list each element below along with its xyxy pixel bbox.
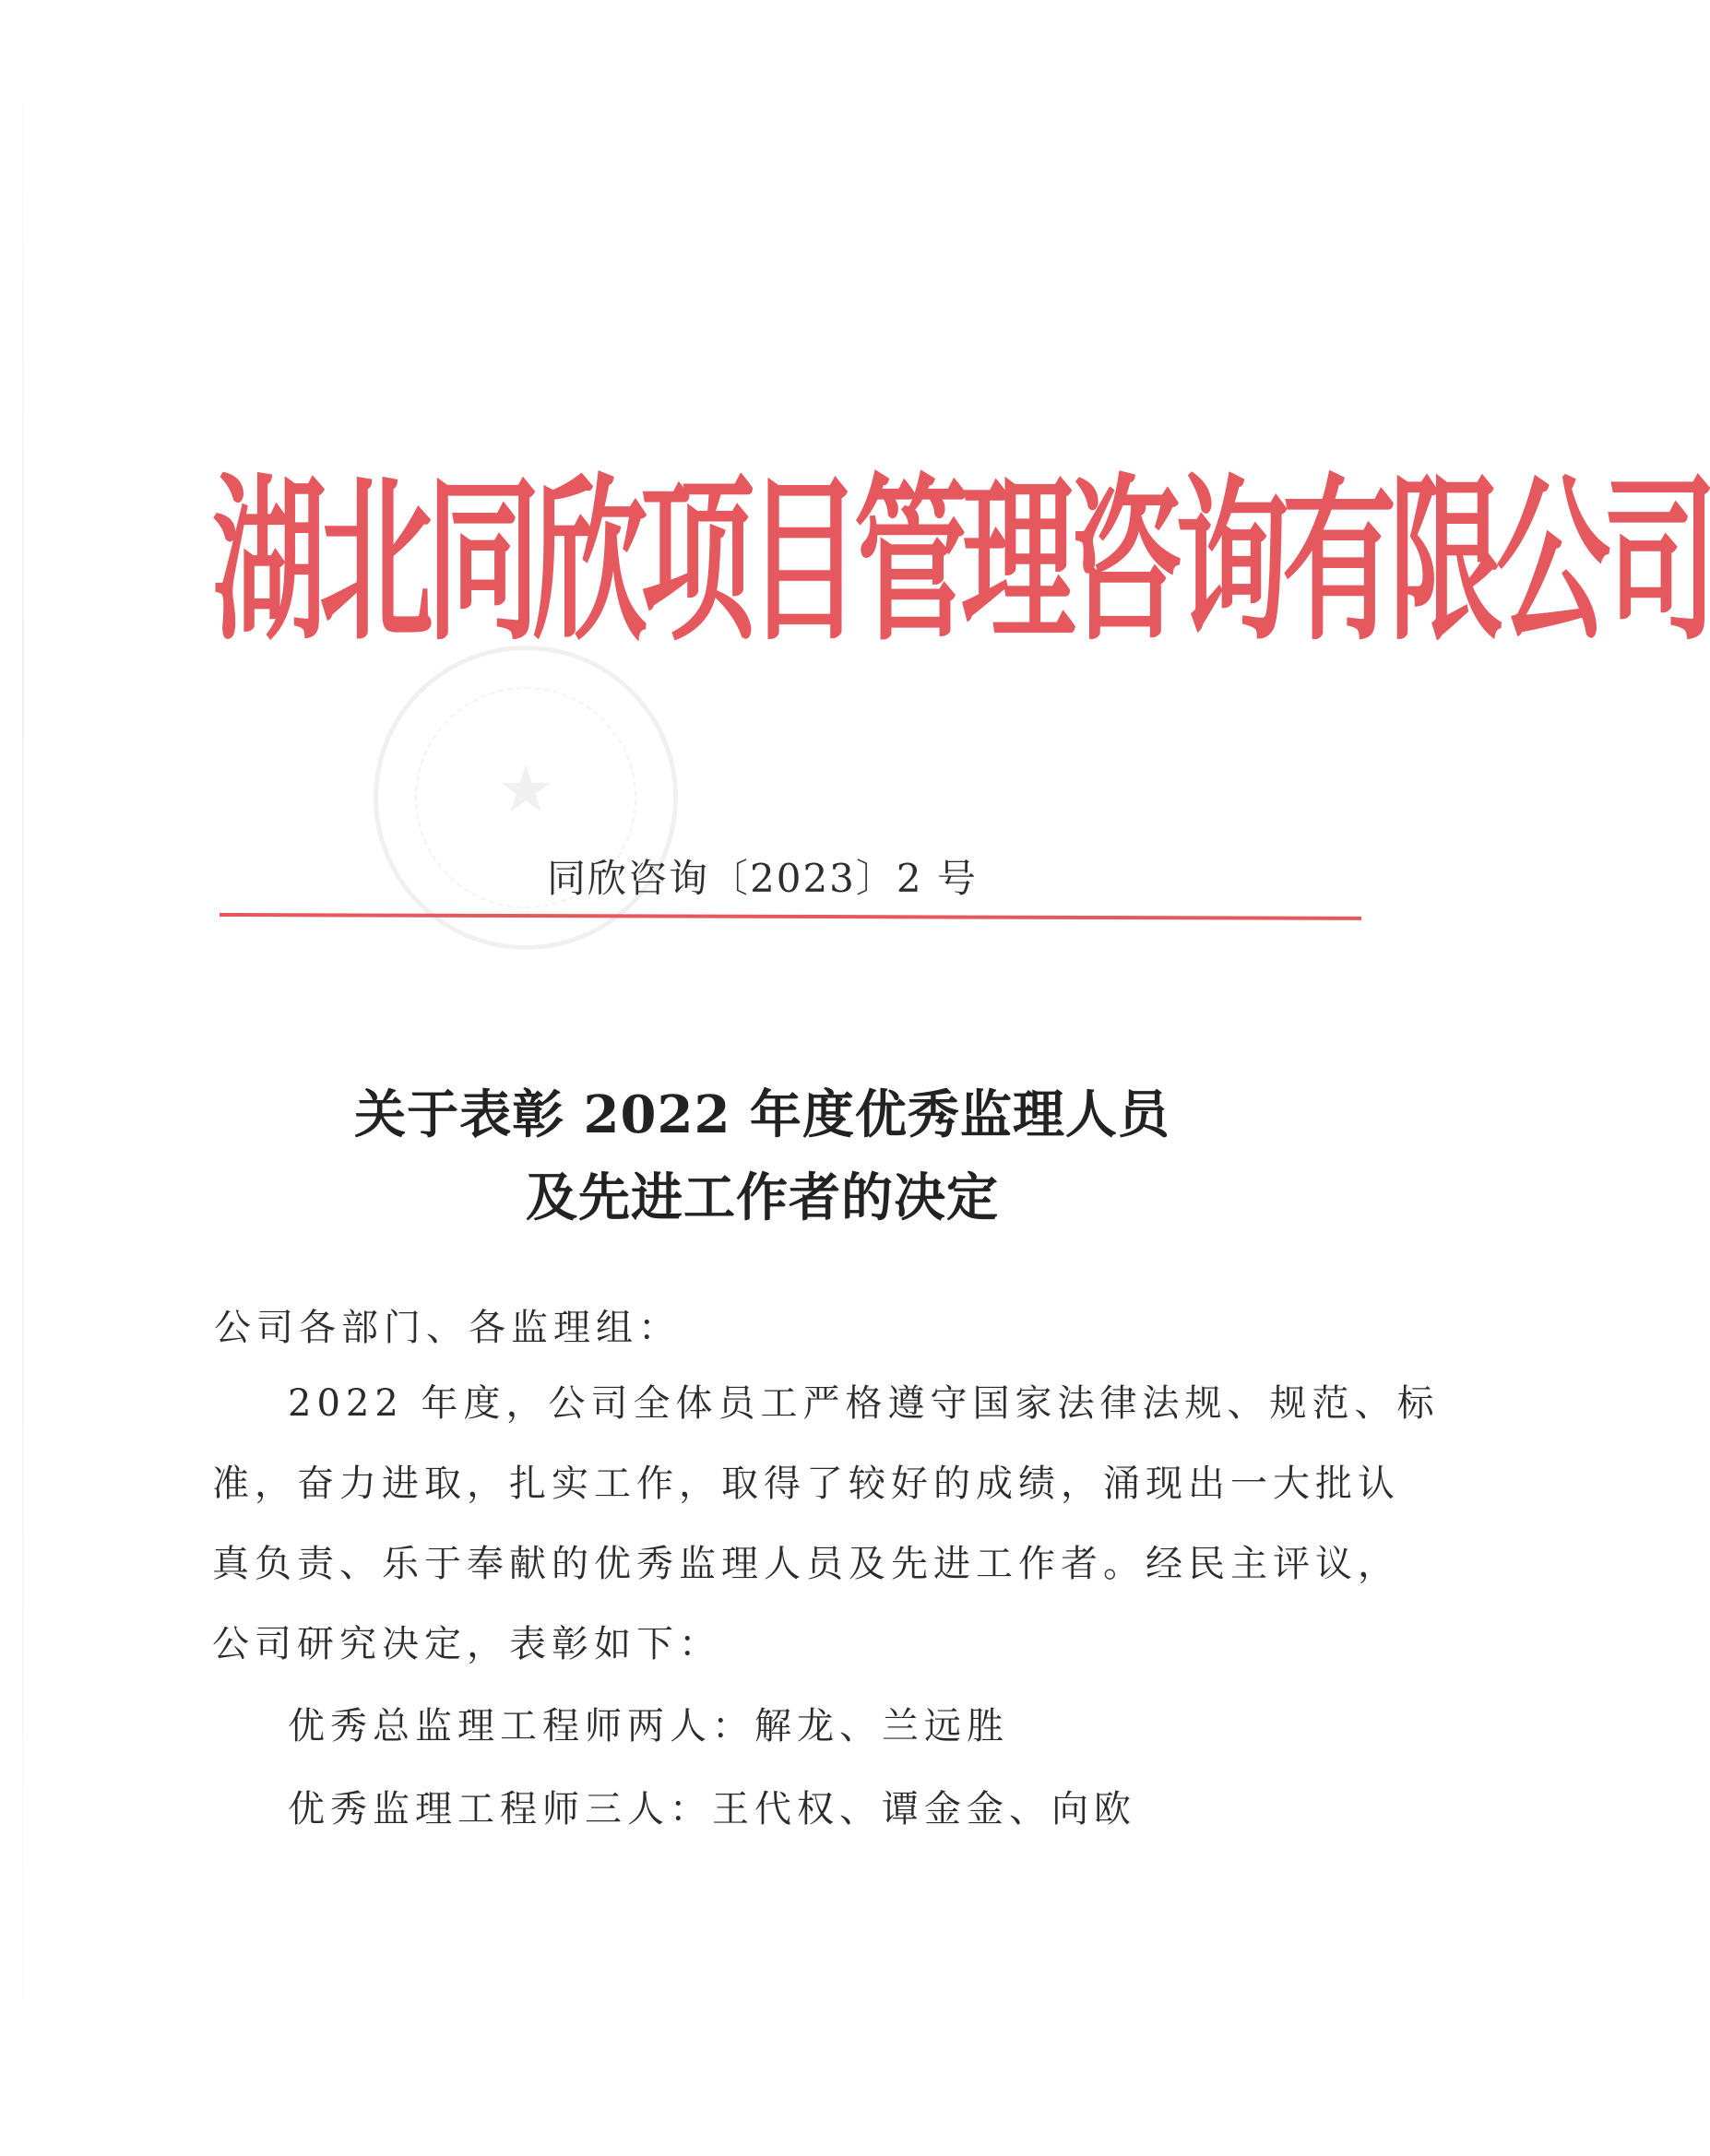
- official-seal-icon: [374, 646, 678, 950]
- salutation: 公司各部门、各监理组：: [214, 1307, 681, 1349]
- document-title-line-2: 及先进工作者的决定: [526, 1167, 999, 1228]
- document-number: 同欣咨询〔2023〕2 号: [547, 856, 978, 901]
- organization-masthead: 湖北同欣项目管理咨询有限公司: [212, 459, 1710, 666]
- body-line: 真负责、乐于奉献的优秀监理人员及先进工作者。经民主评议，: [212, 1543, 1400, 1585]
- seal-star-icon: ★: [496, 752, 555, 827]
- award-line-chief-supervisors: 优秀总监理工程师两人：解龙、兰远胜: [288, 1705, 1009, 1747]
- award-line-supervisors: 优秀监理工程师三人：王代权、谭金金、向欧: [288, 1788, 1136, 1830]
- red-separator-rule: [220, 913, 1361, 920]
- body-line: 公司研究决定，表彰如下：: [212, 1623, 721, 1665]
- document-title-line-1: 关于表彰 2022 年度优秀监理人员: [354, 1084, 1170, 1145]
- body-line: 准，奋力进取，扎实工作，取得了较好的成绩，涌现出一大批认: [212, 1463, 1400, 1505]
- body-line: 2022 年度，公司全体员工严格遵守国家法律法规、规范、标: [288, 1382, 1440, 1425]
